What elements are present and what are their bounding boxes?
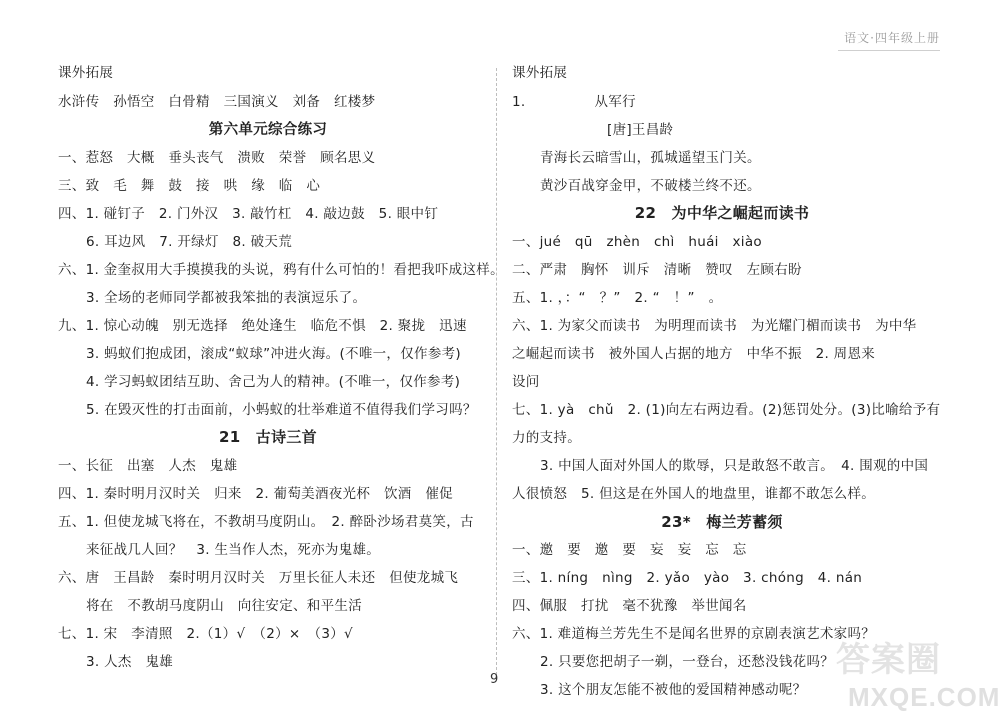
- column-divider: [496, 68, 497, 680]
- answer-line: 设问: [512, 374, 540, 390]
- answer-line: 3. 中国人面对外国人的欺辱，只是敢怒不敢言。 4. 围观的中国: [540, 458, 929, 474]
- answer-line: 人很愤怒 5. 但这是在外国人的地盘里，谁都不敢怎么样。: [512, 486, 876, 502]
- answer-line: 六、1. 为家父而读书 为明理而读书 为光耀门楣而读书 为中华: [512, 318, 917, 334]
- answer-line: 3. 人杰 鬼雄: [86, 654, 174, 670]
- heading-extracurricular: 课外拓展: [512, 65, 568, 81]
- section-title-lesson21: 21 古诗三首: [219, 428, 317, 446]
- header-rule: [838, 50, 940, 51]
- section-title-lesson22: 22 为中华之崛起而读书: [634, 204, 810, 222]
- watermark-text: 答案圈: [836, 640, 941, 680]
- section-title-unit6: 第六单元综合练习: [208, 122, 328, 138]
- heading-extracurricular: 课外拓展: [58, 65, 114, 81]
- answer-line: 六、1. 金奎叔用大手摸摸我的头说，鸦有什么可怕的！看把我吓成这样。: [58, 262, 504, 278]
- page-header: 语文·四年级上册: [844, 31, 940, 45]
- answer-line: 6. 耳边风 7. 开绿灯 8. 破天荒: [86, 234, 293, 250]
- answer-line: 将在 不教胡马度阴山 向往安定、和平生活: [86, 598, 362, 614]
- answer-line: 水浒传 孙悟空 白骨精 三国演义 刘备 红楼梦: [58, 94, 376, 110]
- site-watermark-logo: [830, 628, 1000, 720]
- answer-line: 一、惹怒 大概 垂头丧气 溃败 荣誉 顾名思义: [58, 150, 376, 166]
- answer-line: 三、致 毛 舞 鼓 接 哄 缘 临 心: [58, 178, 321, 194]
- answer-line: 六、唐 王昌龄 秦时明月汉时关 万里长征人未还 但使龙城飞: [58, 570, 459, 586]
- page-number: 9: [490, 672, 499, 687]
- answer-line: 五、1. ，：“ ？” 2. “ ！” 。: [512, 290, 723, 306]
- answer-line: 三、1. níng nìng 2. yǎo yào 3. chóng 4. nán: [512, 570, 863, 586]
- answer-line: 力的支持。: [512, 430, 581, 446]
- answer-line: 二、严肃 胸怀 训斥 清晰 赞叹 左顾右盼: [512, 262, 802, 278]
- answer-line: 七、1. 宋 李清照 2.（1）√ （2）× （3）√: [58, 626, 353, 642]
- answer-line: 六、1. 难道梅兰芳先生不是闻名世界的京剧表演艺术家吗？: [512, 626, 876, 642]
- answer-line: 一、jué qū zhèn chì huái xiào: [512, 234, 762, 250]
- answer-line: 之崛起而读书 被外国人占据的地方 中华不振 2. 周恩来: [512, 346, 876, 362]
- poem-line: 黄沙百战穿金甲，不破楼兰终不还。: [540, 178, 761, 194]
- answer-line: 一、邀 要 邀 要 妄 妄 忘 忘: [512, 542, 747, 558]
- section-title-lesson23: 23* 梅兰芳蓄须: [661, 513, 783, 531]
- answer-line: 九、1. 惊心动魄 别无选择 绝处逢生 临危不惧 2. 聚拢 迅速: [58, 318, 467, 334]
- poem-author: [唐]王昌龄: [607, 122, 674, 138]
- answer-line: 来征战几人回？ 3. 生当作人杰，死亦为鬼雄。: [86, 542, 381, 558]
- answer-line: 3. 全场的老师同学都被我笨拙的表演逗乐了。: [86, 290, 367, 306]
- answer-line: 2. 只要您把胡子一剃，一登台，还愁没钱花吗？: [540, 654, 835, 670]
- answer-line: 四、佩服 打扰 毫不犹豫 举世闻名: [512, 598, 747, 614]
- answer-line: 七、1. yà chǔ 2. (1)向左右两边看。(2)惩罚处分。(3)比喻给予有: [512, 402, 941, 418]
- watermark-url: MXQE.COM: [848, 682, 1000, 712]
- answer-line: 五、1. 但使龙城飞将在，不教胡马度阴山。 2. 醉卧沙场君莫笑，古: [58, 514, 474, 530]
- answer-line: 四、1. 碰钉子 2. 门外汉 3. 敲竹杠 4. 敲边鼓 5. 眼中钉: [58, 206, 439, 222]
- poem-title: 1. 从军行: [512, 94, 636, 110]
- answer-line: 四、1. 秦时明月汉时关 归来 2. 葡萄美酒夜光杯 饮酒 催促: [58, 486, 453, 502]
- answer-line: 3. 蚂蚁们抱成团，滚成“蚁球”冲进火海。(不唯一，仅作参考): [86, 346, 461, 362]
- poem-line: 青海长云暗雪山，孤城遥望玉门关。: [540, 150, 761, 166]
- answer-line: 5. 在毁灭性的打击面前，小蚂蚁的壮举难道不值得我们学习吗？: [86, 402, 477, 418]
- answer-line: 3. 这个朋友怎能不被他的爱国精神感动呢？: [540, 682, 807, 698]
- answer-line: 一、长征 出塞 人杰 鬼雄: [58, 458, 238, 474]
- answer-line: 4. 学习蚂蚁团结互助、舍己为人的精神。(不唯一，仅作参考): [86, 374, 461, 390]
